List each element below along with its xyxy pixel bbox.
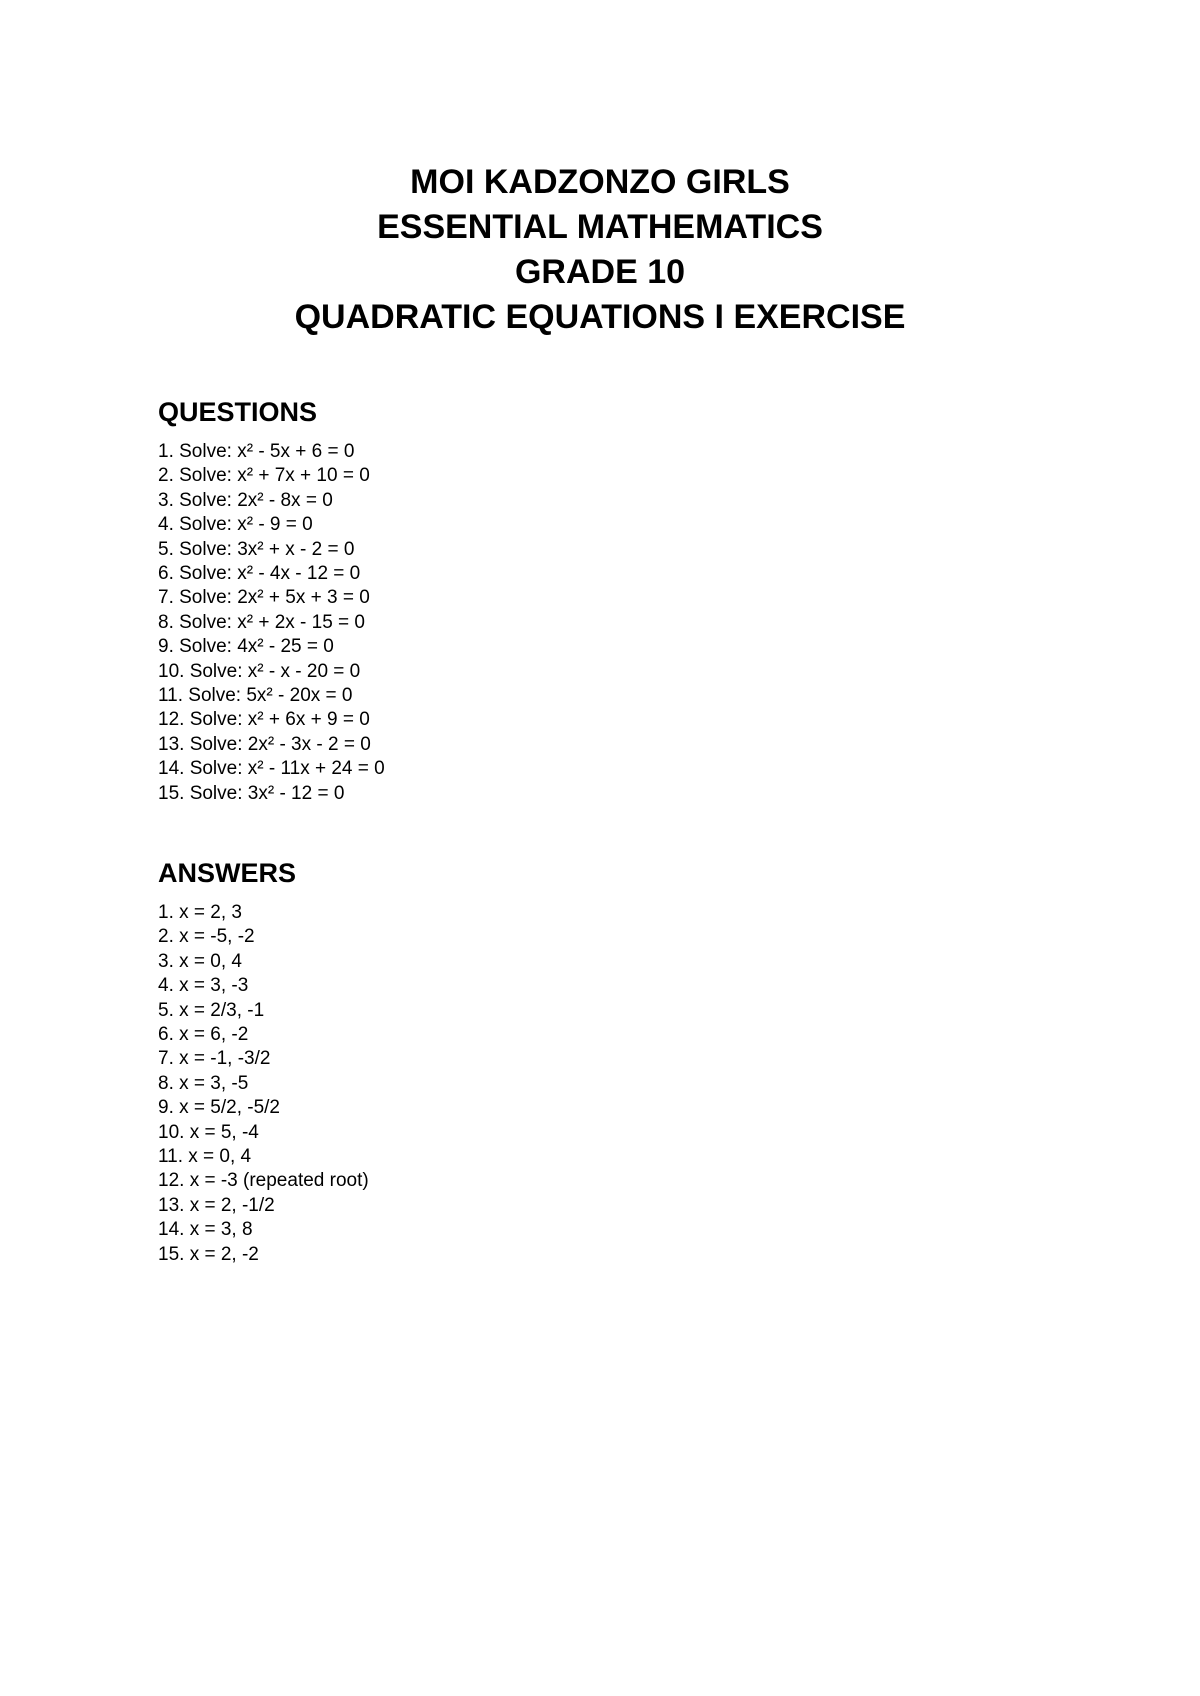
answer-item: 7. x = -1, -3/2 xyxy=(158,1048,271,1070)
answer-item: 10. x = 5, -4 xyxy=(158,1121,259,1143)
question-item: 6. Solve: x² - 4x - 12 = 0 xyxy=(158,563,361,585)
question-item: 13. Solve: 2x² - 3x - 2 = 0 xyxy=(158,733,371,755)
answer-item: 12. x = -3 (repeated root) xyxy=(158,1170,369,1192)
school-name: MOI KADZONZO GIRLS xyxy=(410,163,790,201)
question-item: 5. Solve: 3x² + x - 2 = 0 xyxy=(158,538,355,560)
questions-heading: QUESTIONS xyxy=(158,397,318,427)
answer-item: 5. x = 2/3, -1 xyxy=(158,999,265,1021)
question-item: 12. Solve: x² + 6x + 9 = 0 xyxy=(158,709,370,731)
question-item: 8. Solve: x² + 2x - 15 = 0 xyxy=(158,611,365,633)
title-block xyxy=(0,160,1200,340)
answers-section xyxy=(158,857,958,1267)
answer-item: 14. x = 3, 8 xyxy=(158,1219,253,1241)
questions-section xyxy=(158,396,958,806)
question-item: 15. Solve: 3x² - 12 = 0 xyxy=(158,782,345,804)
question-item: 4. Solve: x² - 9 = 0 xyxy=(158,514,313,536)
topic-title: QUADRATIC EQUATIONS I EXERCISE xyxy=(294,298,906,336)
subject-title: ESSENTIAL MATHEMATICS xyxy=(377,208,823,246)
answers-list xyxy=(158,901,958,1267)
question-item: 14. Solve: x² - 11x + 24 = 0 xyxy=(158,758,385,780)
answers-heading: ANSWERS xyxy=(158,858,297,888)
answer-item: 4. x = 3, -3 xyxy=(158,975,249,997)
grade-title: GRADE 10 xyxy=(514,253,686,291)
questions-list xyxy=(158,440,958,806)
answer-item: 3. x = 0, 4 xyxy=(158,950,242,972)
question-item: 2. Solve: x² + 7x + 10 = 0 xyxy=(158,465,370,487)
question-item: 9. Solve: 4x² - 25 = 0 xyxy=(158,636,334,658)
answer-item: 2. x = -5, -2 xyxy=(158,926,255,948)
answer-item: 9. x = 5/2, -5/2 xyxy=(158,1097,280,1119)
answer-item: 6. x = 6, -2 xyxy=(158,1024,249,1046)
answer-item: 15. x = 2, -2 xyxy=(158,1243,259,1265)
answer-item: 11. x = 0, 4 xyxy=(158,1146,252,1168)
question-item: 11. Solve: 5x² - 20x = 0 xyxy=(158,685,353,707)
answer-item: 13. x = 2, -1/2 xyxy=(158,1194,275,1216)
answer-item: 8. x = 3, -5 xyxy=(158,1072,249,1094)
question-item: 1. Solve: x² - 5x + 6 = 0 xyxy=(158,441,355,462)
answer-item: 1. x = 2, 3 xyxy=(158,902,242,923)
question-item: 3. Solve: 2x² - 8x = 0 xyxy=(158,489,333,511)
question-item: 7. Solve: 2x² + 5x + 3 = 0 xyxy=(158,587,370,609)
question-item: 10. Solve: x² - x - 20 = 0 xyxy=(158,660,361,682)
